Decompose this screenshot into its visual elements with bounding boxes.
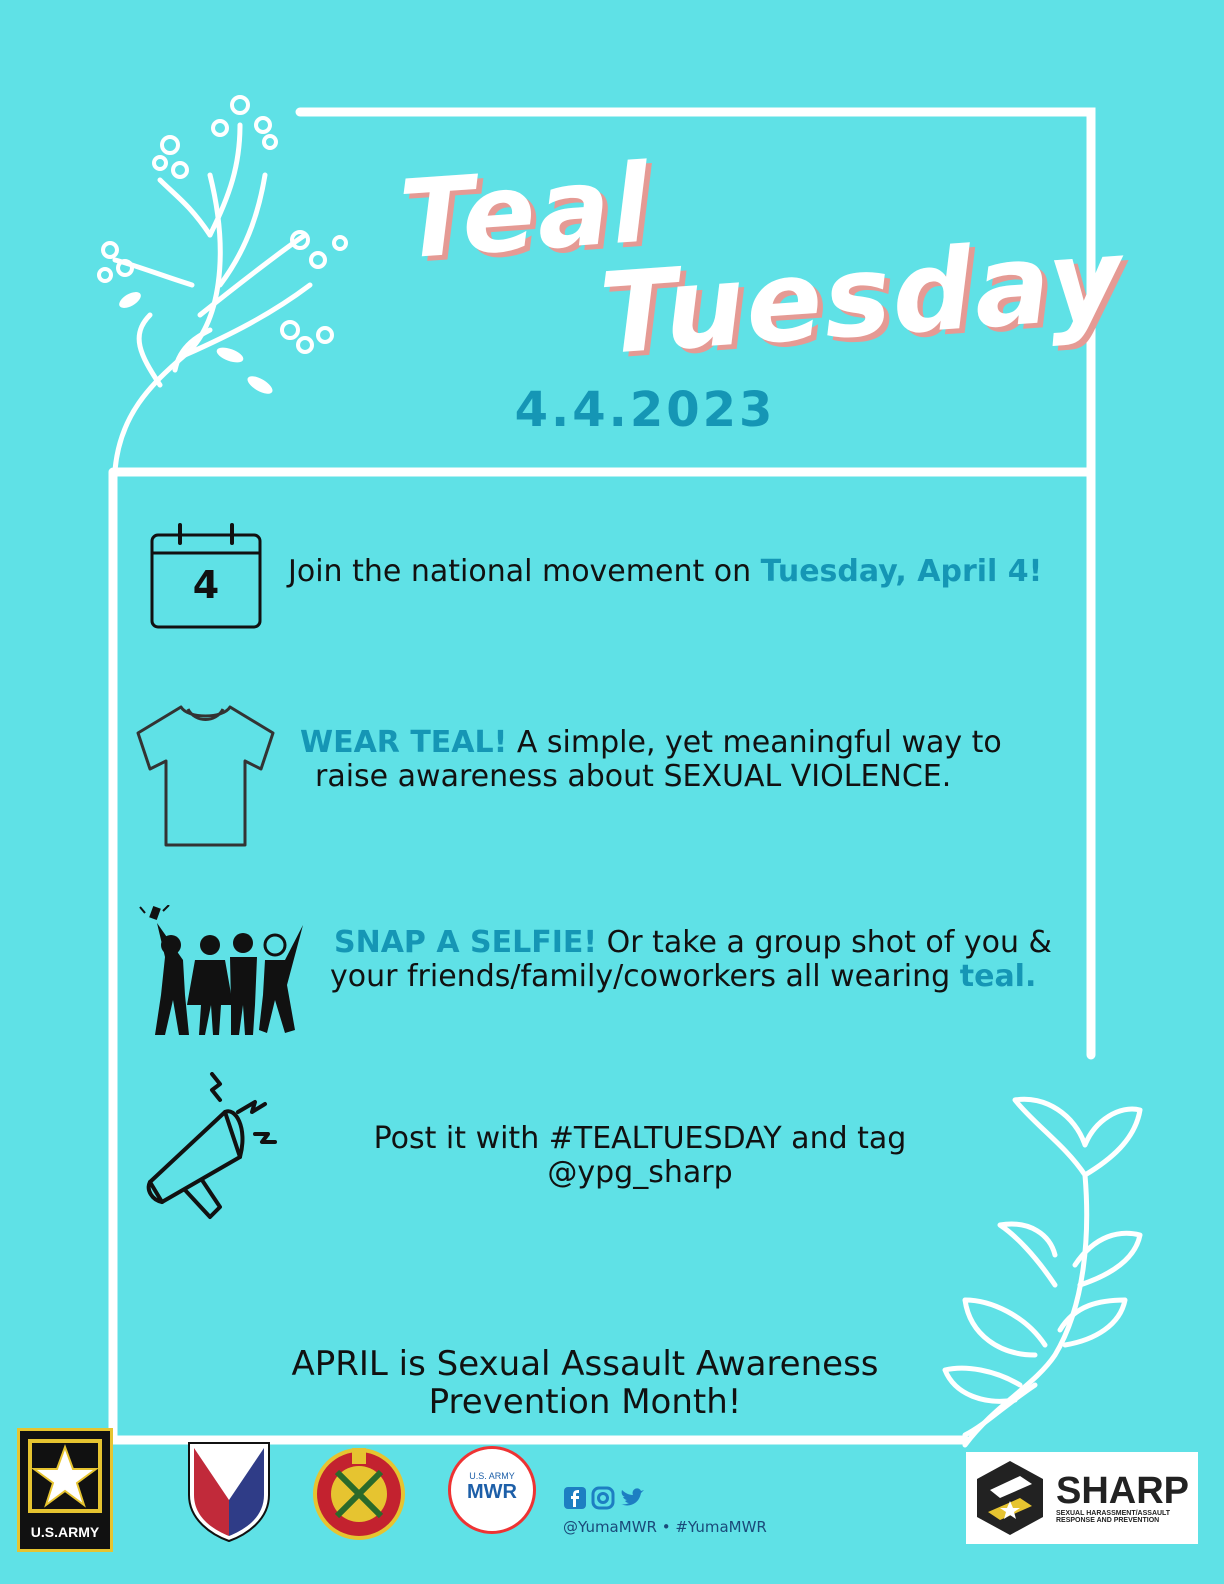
army-logo-text: U.S.ARMY: [30, 1524, 100, 1540]
title-line2: Tuesday: [596, 213, 1128, 381]
leaf-branch-icon: [935, 1085, 1150, 1450]
event-date: 4.4.2023: [514, 382, 776, 438]
sharp-subtitle2: RESPONSE AND PREVENTION: [1056, 1517, 1160, 1524]
calendar-day: 4: [192, 563, 220, 607]
social-handles: @YumaMWR • #YumaMWR: [563, 1518, 767, 1536]
mwr-logo: [448, 1446, 536, 1534]
item1-text: [288, 555, 1042, 589]
mwr-logo-top: U.S. ARMY: [469, 1471, 515, 1481]
item4-text: [290, 1122, 990, 1190]
megaphone-icon: [140, 1072, 285, 1227]
item4-line1: Post it with #TEALTUESDAY and tag: [373, 1121, 907, 1156]
item2-line1: A simple, yet meaningful way to: [507, 725, 1002, 760]
instagram-icon[interactable]: [591, 1486, 615, 1510]
title-line1: Teal: [395, 141, 655, 284]
footer-message: [240, 1345, 930, 1421]
selfie-group-icon: [135, 905, 305, 1040]
facebook-icon[interactable]: [563, 1486, 587, 1510]
army-star-icon: [20, 1431, 110, 1519]
item2-line2: raise awareness about SEXUAL VIOLENCE.: [315, 759, 952, 794]
us-army-logo: [17, 1428, 113, 1552]
item3-line2: your friends/family/coworkers all wearing: [330, 959, 960, 994]
item4-line2: @ypg_sharp: [547, 1155, 733, 1190]
item3-highlight: SNAP A SELFIE!: [334, 925, 598, 960]
sharp-logo: [966, 1452, 1198, 1544]
sharp-text-block: [1056, 1472, 1189, 1524]
item2-text: [300, 726, 1040, 794]
social-icons: [563, 1486, 767, 1510]
footer-line1: APRIL is Sexual Assault Awareness: [291, 1344, 879, 1384]
footer-line2: Prevention Month!: [428, 1382, 742, 1422]
twitter-icon[interactable]: [619, 1486, 645, 1510]
item1-highlight: Tuesday, April 4!: [760, 554, 1043, 589]
mwr-logo-text: MWR: [467, 1481, 517, 1503]
sharp-hexagon-icon: [970, 1458, 1050, 1538]
item3-highlight2: teal.: [959, 959, 1037, 994]
sharp-title: SHARP: [1056, 1470, 1190, 1512]
item2-highlight: WEAR TEAL!: [300, 725, 508, 760]
sharp-subtitle1: SEXUAL HARASSMENT/ASSAULT: [1056, 1510, 1171, 1517]
amc-shield-logo: [186, 1440, 272, 1544]
tshirt-icon: [133, 703, 278, 851]
support-defend-insignia-logo: [312, 1442, 406, 1544]
item3-line1: Or take a group shot of you &: [597, 925, 1052, 960]
item1-plain: Join the national movement on: [288, 554, 761, 589]
social-block: [563, 1486, 767, 1536]
item3-text: [330, 926, 1090, 994]
